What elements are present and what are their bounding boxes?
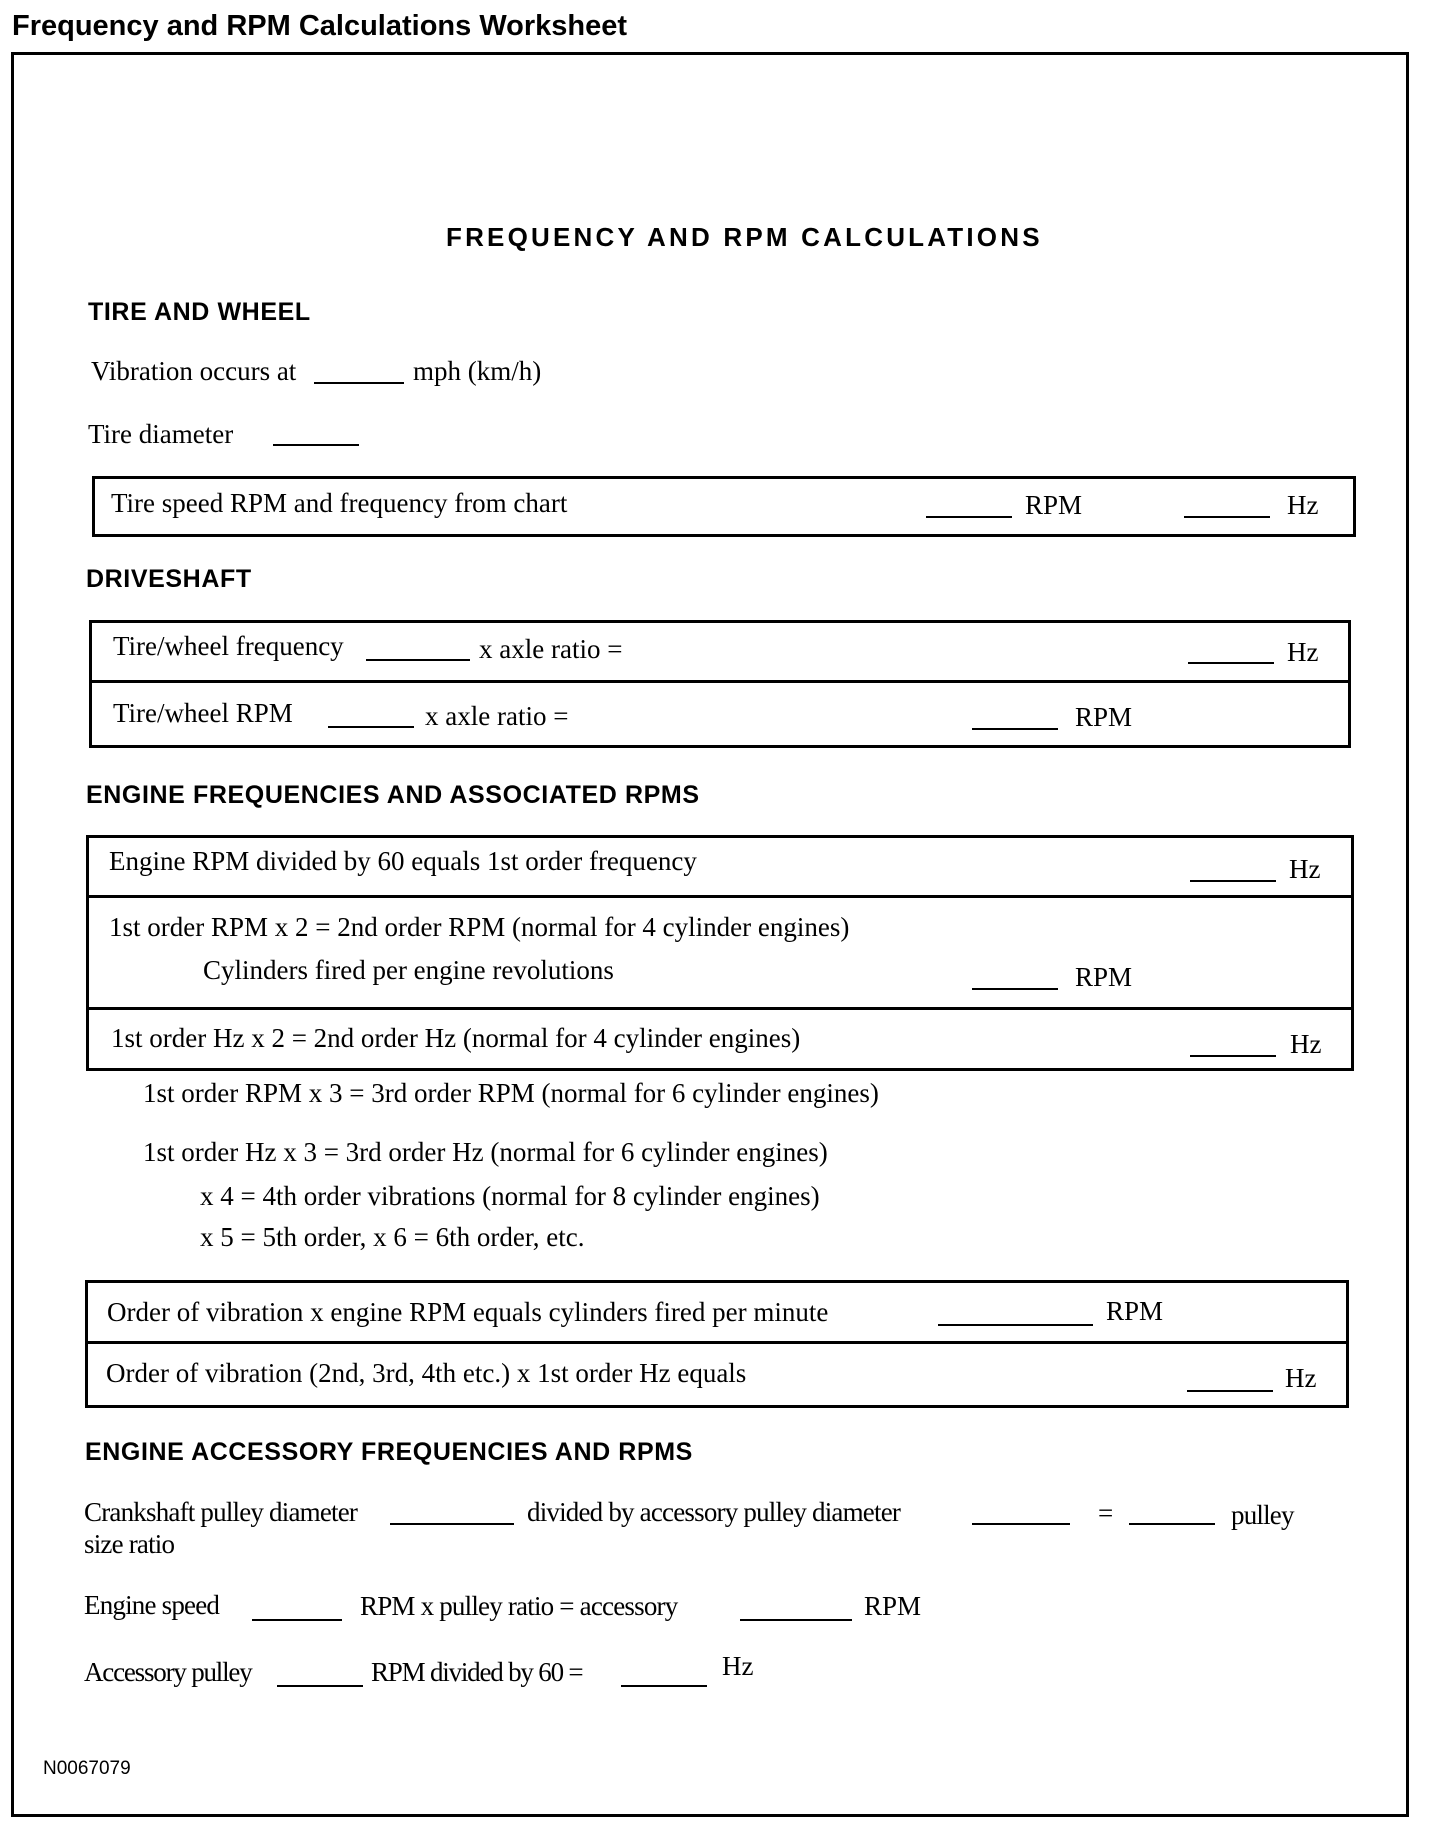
driveshaft-rpm-unit: RPM	[1075, 702, 1133, 732]
engine-speed-blank[interactable]	[252, 1619, 342, 1621]
order-rpm-unit: RPM	[1106, 1296, 1164, 1326]
vibration-speed-label: Vibration occurs at	[91, 356, 297, 386]
engine-third-order-hz-line: 1st order Hz x 3 = 3rd order Hz (normal for 6 cylinder engines)	[143, 1137, 828, 1167]
order-hz-unit: Hz	[1285, 1363, 1317, 1393]
engine-fourth-order-line: x 4 = 4th order vibrations (normal for 8 cylinder engines)	[200, 1181, 820, 1211]
engine-speed-label: Engine speed	[84, 1590, 220, 1620]
engine-third-order-rpm-line: 1st order RPM x 3 = 3rd order RPM (normal for 6 cylinder engines)	[143, 1078, 879, 1108]
document-title: FREQUENCY AND RPM CALCULATIONS	[446, 222, 1043, 252]
engine-second-order-rpm-label: 1st order RPM x 2 = 2nd order RPM (normal for 4 cylinder engines)	[109, 912, 850, 942]
engine-first-order-blank[interactable]	[1190, 880, 1276, 882]
driveshaft-frequency-result-blank[interactable]	[1188, 662, 1274, 664]
tire-rpm-blank[interactable]	[926, 516, 1012, 518]
engine-second-order-rpm-blank[interactable]	[972, 988, 1058, 990]
engine-second-order-hz-label: 1st order Hz x 2 = 2nd order Hz (normal for 4 cylinder engines)	[111, 1023, 801, 1053]
vibration-speed-unit: mph (km/h)	[413, 356, 542, 386]
figure-code: N0067079	[43, 1758, 131, 1779]
pulley-ratio-wrap: size ratio	[84, 1529, 175, 1559]
accessory-pulley-diameter-label: divided by accessory pulley diameter	[527, 1497, 901, 1527]
order-rpm-label: Order of vibration x engine RPM equals cylinders fired per minute	[107, 1297, 829, 1327]
engine-first-order-label: Engine RPM divided by 60 equals 1st order frequency	[109, 846, 697, 876]
section-heading-accessory: ENGINE ACCESSORY FREQUENCIES AND RPMS	[85, 1438, 693, 1466]
engine-second-order-rpm-unit: RPM	[1075, 962, 1133, 992]
driveshaft-rpm-result-blank[interactable]	[972, 728, 1058, 730]
engine-cylinders-fired-label: Cylinders fired per engine revolutions	[203, 955, 614, 985]
vibration-speed-blank[interactable]	[314, 382, 404, 384]
section-heading-tire-and-wheel: TIRE AND WHEEL	[88, 298, 311, 326]
engine-first-order-unit: Hz	[1289, 854, 1321, 884]
order-hz-label: Order of vibration (2nd, 3rd, 4th etc.) x 1st order Hz equals	[106, 1358, 747, 1388]
driveshaft-divider	[89, 680, 1351, 683]
driveshaft-rpm-label: Tire/wheel RPM	[113, 698, 293, 728]
engine-fifth-sixth-order-line: x 5 = 5th order, x 6 = 6th order, etc.	[200, 1222, 585, 1252]
engine-second-order-hz-blank[interactable]	[1190, 1055, 1276, 1057]
accessory-hz-blank[interactable]	[621, 1685, 707, 1687]
accessory-pulley-diameter-blank[interactable]	[972, 1523, 1070, 1525]
driveshaft-frequency-blank[interactable]	[366, 659, 470, 661]
tire-speed-label: Tire speed RPM and frequency from chart	[111, 488, 568, 518]
driveshaft-rpm-blank[interactable]	[328, 726, 414, 728]
crankshaft-pulley-label: Crankshaft pulley diameter	[84, 1497, 358, 1527]
driveshaft-frequency-label: Tire/wheel frequency	[113, 631, 344, 661]
pulley-ratio-suffix: pulley	[1231, 1500, 1294, 1530]
pulley-ratio-equals: =	[1098, 1498, 1114, 1528]
tire-hz-blank[interactable]	[1184, 516, 1270, 518]
tire-diameter-blank[interactable]	[273, 444, 359, 446]
crankshaft-pulley-blank[interactable]	[390, 1523, 514, 1525]
tire-rpm-unit: RPM	[1025, 490, 1083, 520]
tire-hz-unit: Hz	[1287, 490, 1319, 520]
accessory-rpm-blank[interactable]	[740, 1619, 852, 1621]
driveshaft-frequency-axle: x axle ratio =	[479, 634, 623, 664]
accessory-hz-unit: Hz	[722, 1651, 754, 1681]
engine-second-order-hz-unit: Hz	[1290, 1029, 1322, 1059]
tire-diameter-label: Tire diameter	[88, 419, 234, 449]
order-of-vibration-divider	[85, 1341, 1349, 1344]
engine-divider-1	[86, 895, 1354, 898]
order-hz-blank[interactable]	[1187, 1390, 1273, 1392]
accessory-pulley-label: Accessory pulley	[84, 1657, 252, 1687]
pulley-ratio-accessory-label: RPM x pulley ratio = accessory	[360, 1591, 678, 1621]
accessory-pulley-rpm-blank[interactable]	[277, 1685, 363, 1687]
driveshaft-rpm-axle: x axle ratio =	[425, 701, 569, 731]
section-heading-engine: ENGINE FREQUENCIES AND ASSOCIATED RPMS	[86, 781, 700, 809]
pulley-ratio-blank[interactable]	[1129, 1523, 1215, 1525]
page-title: Frequency and RPM Calculations Worksheet	[12, 10, 628, 42]
accessory-rpm-unit: RPM	[864, 1591, 922, 1621]
order-rpm-blank[interactable]	[938, 1324, 1093, 1326]
accessory-divided-label: RPM divided by 60 =	[371, 1657, 583, 1687]
engine-divider-2	[86, 1007, 1354, 1010]
driveshaft-frequency-unit: Hz	[1287, 637, 1319, 667]
section-heading-driveshaft: DRIVESHAFT	[86, 565, 252, 593]
